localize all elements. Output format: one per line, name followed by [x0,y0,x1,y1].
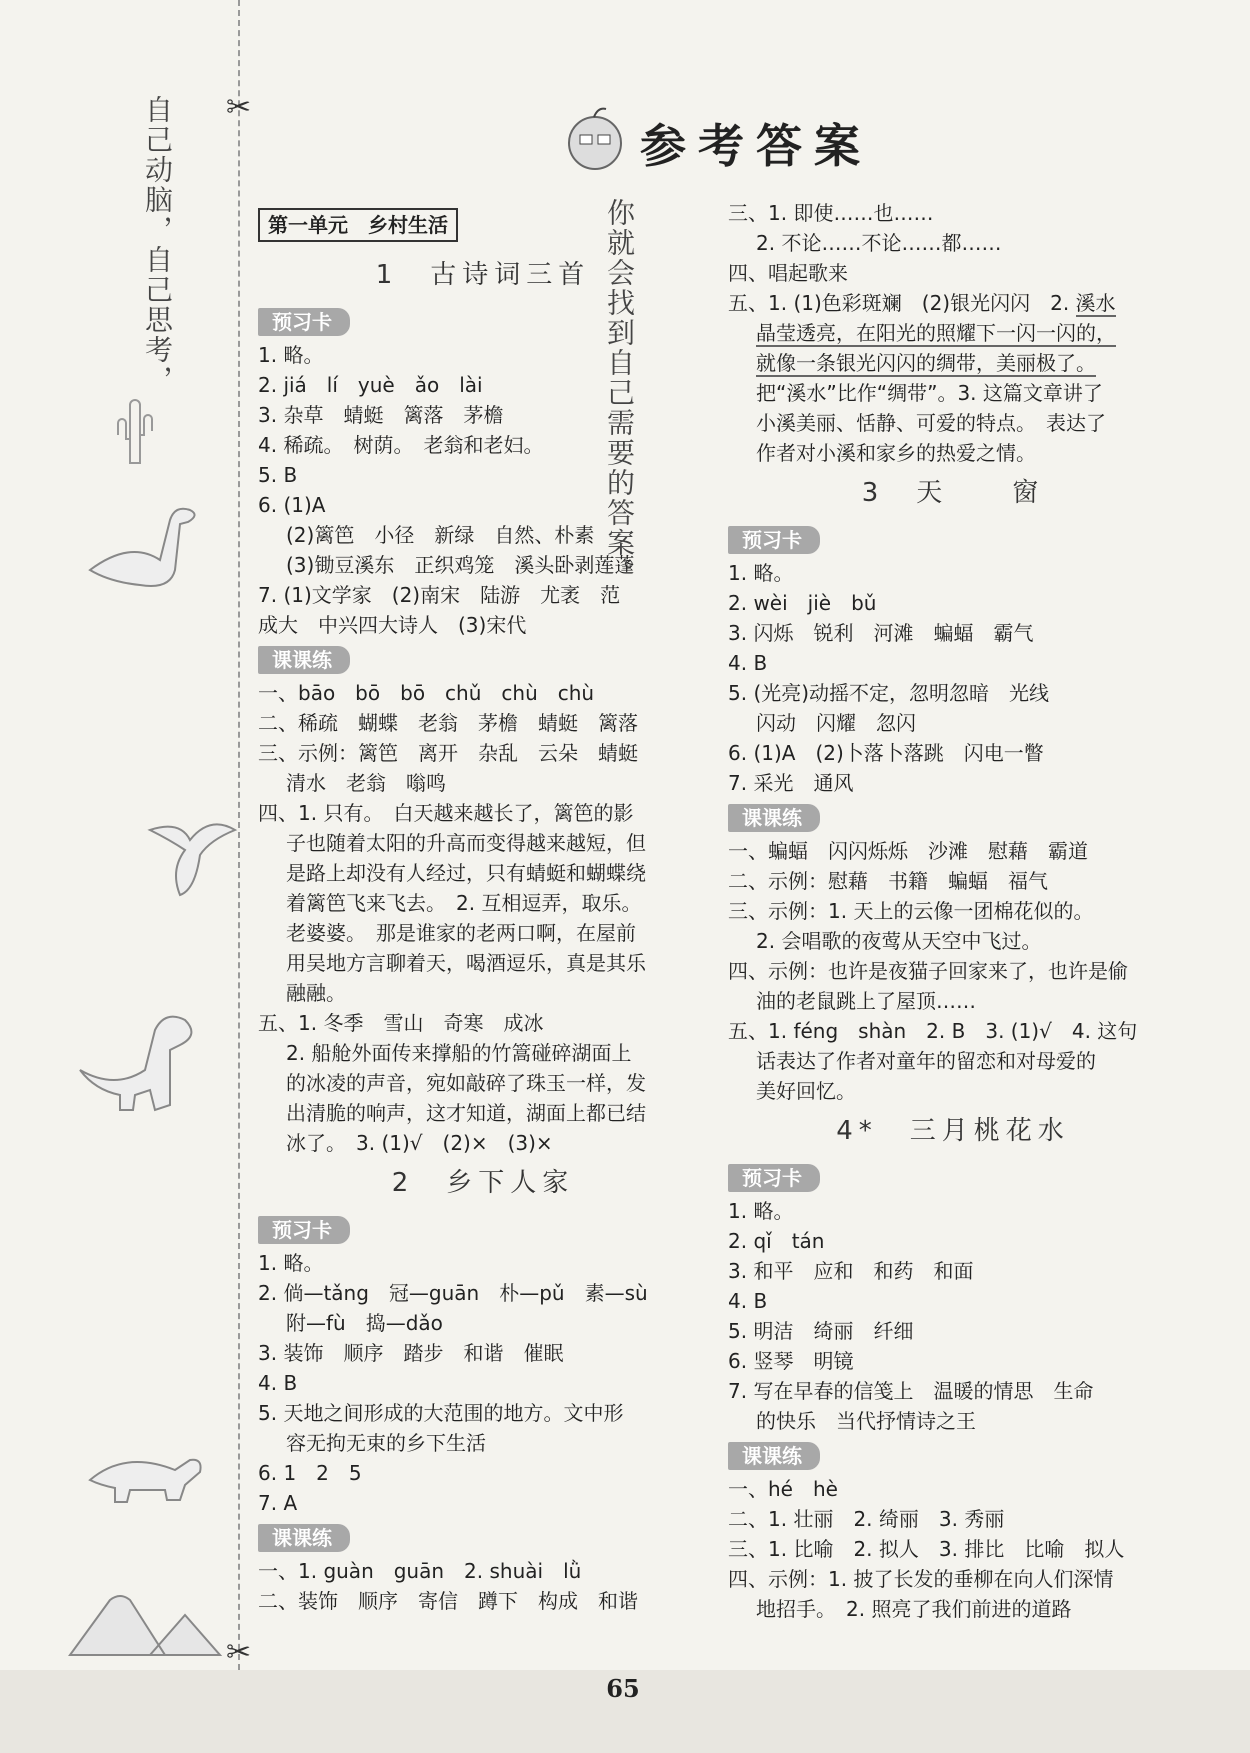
answer-line: 2. 船舱外面传来撑船的竹篙碰碎湖面上 [286,1041,632,1065]
practice-tag: 课课练 [728,1442,820,1470]
answer-line: 1. 略。 [258,1251,324,1275]
answer-line: 的快乐 当代抒情诗之王 [756,1409,976,1433]
answer-line: 四、示例：1. 披了长发的垂柳在向人们深情 [728,1567,1114,1591]
answer-line: 4. B [728,651,768,675]
answer-line: 三、1. 即使……也…… [728,201,934,225]
answer-line: 2. qǐ tán [728,1229,825,1253]
answer-line: 融融。 [286,981,346,1005]
cactus-icon [108,395,158,465]
answer-line: 三、示例：1. 天上的云像一团棉花似的。 [728,899,1094,923]
lesson-2-practice [258,1556,708,1616]
answer-line: 一、蝙蝠 闪闪烁烁 沙滩 慰藉 霸道 [728,839,1088,863]
answer-line: (2)篱笆 小径 新绿 自然、朴素 [286,523,595,547]
sidebar-motto-2: 你就会找到自己需要的答案。 [603,198,636,588]
answer-line: 一、bāo bō bō chǔ chù chù [258,681,595,705]
answer-line: 3. 装饰 顺序 踏步 和谐 催眠 [258,1341,564,1365]
answer-line: 清水 老翁 嗡鸣 [286,771,446,795]
answer-line-underlined [728,288,1178,318]
answer-line: 2. 不论……不论……都…… [756,231,1002,255]
answer-line: 二、示例：慰藉 书籍 蝙蝠 福气 [728,869,1048,893]
practice-tag: 课课练 [728,804,820,832]
answer-line: 6. (1)A [258,493,326,517]
lesson-4-preview [728,1196,1178,1436]
answer-line: 2. wèi jiè bǔ [728,591,877,615]
preview-card-tag: 预习卡 [258,308,350,336]
lesson-3-practice [728,836,1178,1106]
dinosaur-icon-1 [80,500,210,600]
lesson-4-title: 4* 三月桃花水 [836,1116,1070,1146]
preview-card-tag: 预习卡 [728,1164,820,1192]
apple-mascot-icon [560,105,630,175]
page-title: 参考答案 [640,119,872,173]
answer-line: 三、1. 比喻 2. 拟人 3. 排比 比喻 拟人 [728,1537,1125,1561]
answer-line: 5. B [258,463,298,487]
answer-line: 一、1. guàn guān 2. shuài lǜ [258,1559,582,1583]
answer-line: 的冰凌的声音，宛如敲碎了珠玉一样，发 [286,1071,646,1095]
answer-text: 五、1. (1)色彩斑斓 (2)银光闪闪 2. [728,291,1076,315]
answer-line: 二、1. 壮丽 2. 绮丽 3. 秀丽 [728,1507,1005,1531]
right-column [728,198,1178,1624]
answer-line: 5. 天地之间形成的大范围的地方。文中形 [258,1401,624,1425]
answer-line-underlined [728,348,1178,378]
answer-line: 3. 杂草 蜻蜓 篱落 茅檐 [258,403,504,427]
answer-line: 四、示例：也许是夜猫子回家来了，也许是偷 [728,959,1128,983]
answer-line: 容无拘无束的乡下生活 [286,1431,486,1455]
lesson-1-practice [258,678,708,1158]
answer-line: 一、hé hè [728,1477,838,1501]
answer-line: 闪动 闪耀 忽闪 [756,711,916,735]
answer-line-underlined [728,318,1178,348]
dinosaur-icon-2 [75,1010,215,1130]
answer-line: 是路上却没有人经过，只有蜻蜓和蝴蝶绕 [286,861,646,885]
answer-line: 6. 竖琴 明镜 [728,1349,854,1373]
lesson-2-preview [258,1248,708,1518]
scissors-icon-top: ✂ [226,90,252,125]
answer-line: 二、稀疏 蝴蝶 老翁 茅檐 蜻蜓 篱落 [258,711,638,735]
unit-heading: 第一单元 乡村生活 [258,208,458,242]
left-column [258,208,708,1616]
answer-line: 老婆婆。 那是谁家的老两口啊，在屋前 [286,921,636,945]
answer-line: 子也随着太阳的升高而变得越来越短，但 [286,831,646,855]
answer-line: 出清脆的响声，这才知道，湖面上都已结 [286,1101,646,1125]
answer-line: 话表达了作者对童年的留恋和对母爱的 [756,1049,1096,1073]
sidebar-motto-1: 自己动脑，自己思考， [141,95,174,395]
answer-line: 用吴地方言聊着天，喝酒逗乐，真是其乐 [286,951,646,975]
answer-line: 地招手。 2. 照亮了我们前进的道路 [756,1597,1072,1621]
practice-tag: 课课练 [258,1524,350,1552]
answer-line: 2. 倘—tǎng 冠—guān 朴—pǔ 素—sù [258,1281,648,1305]
answer-line: 三、示例：篱笆 离开 杂乱 云朵 蜻蜓 [258,741,638,765]
answer-line: 6. (1)A (2)卜落卜落跳 闪电一瞥 [728,741,1044,765]
answer-line: 3. 和平 应和 和药 和面 [728,1259,974,1283]
answer-line: (3)锄豆溪东 正织鸡笼 溪头卧剥莲蓬 [286,553,635,577]
answer-line: 成大 中兴四大诗人 (3)宋代 [258,613,527,637]
answer-line: 7. 采光 通风 [728,771,854,795]
answer-line: 冰了。 3. (1)√ (2)× (3)× [286,1131,553,1155]
answer-line: 2. jiá lí yuè ǎo lài [258,373,483,397]
practice-tag: 课课练 [258,646,350,674]
answer-line: 4. B [258,1371,298,1395]
answer-line: 4. B [728,1289,768,1313]
answer-line: 1. 略。 [728,1199,794,1223]
lesson-3-title: 3 天 窗 [861,478,1045,508]
answer-line: 二、装饰 顺序 寄信 蹲下 构成 和谐 [258,1589,638,1613]
lesson-1-title: 1 古诗词三首 [375,260,591,290]
lesson-2-title: 2 乡下人家 [391,1168,575,1198]
answer-line: 四、1. 只有。 白天越来越长了，篱笆的影 [258,801,634,825]
answer-line: 1. 略。 [258,343,324,367]
answer-line: 7. A [258,1491,298,1515]
answer-line: 作者对小溪和家乡的热爱之情。 [756,441,1036,465]
underlined-text: 就像一条银光闪闪的绸带，美丽极了。 [756,351,1096,375]
page-number: 65 [606,1674,640,1703]
underlined-text: 溪水 [1075,291,1116,315]
answer-line: 1. 略。 [728,561,794,585]
answer-line: 四、唱起歌来 [728,261,848,285]
answer-line: 3. 闪烁 锐利 河滩 蝙蝠 霸气 [728,621,1034,645]
answer-line: 小溪美丽、恬静、可爱的特点。 表达了 [756,411,1106,435]
lesson-4-practice [728,1474,1178,1624]
pterodactyl-icon [140,810,240,900]
scissors-icon-bottom: ✂ [226,1635,252,1670]
underlined-text: 晶莹透亮，在阳光的照耀下一闪一闪的， [756,321,1116,345]
answer-line: 五、1. féng shàn 2. B 3. (1)√ 4. 这句 [728,1019,1138,1043]
answer-line: 把“溪水”比作“绸带”。3. 这篇文章讲了 [756,381,1103,405]
answer-line: 5. (光亮)动摇不定，忽明忽暗 光线 [728,681,1050,705]
lesson-1-preview [258,340,708,640]
answer-line: 4. 稀疏。 树荫。 老翁和老妇。 [258,433,544,457]
answer-line: 油的老鼠跳上了屋顶…… [756,989,976,1013]
answer-line: 美好回忆。 [756,1079,856,1103]
stegosaurus-icon [85,1430,215,1510]
lesson-3-preview [728,558,1178,798]
answer-line: 附—fù 捣—dǎo [286,1311,443,1335]
answer-line: 着篱笆飞来飞去。 2. 互相逗弄，取乐。 [286,891,642,915]
answer-line: 五、1. 冬季 雪山 奇寒 成冰 [258,1011,544,1035]
answer-line: 5. 明洁 绮丽 纤细 [728,1319,914,1343]
answer-line: 7. (1)文学家 (2)南宋 陆游 尤袤 范 [258,583,621,607]
preview-card-tag: 预习卡 [258,1216,350,1244]
volcano-icon [65,1580,225,1660]
preview-card-tag: 预习卡 [728,526,820,554]
answer-line: 2. 会唱歌的夜莺从天空中飞过。 [756,929,1042,953]
answer-line: 7. 写在早春的信笺上 温暖的情思 生命 [728,1379,1094,1403]
answer-line: 6. 1 2 5 [258,1461,362,1485]
